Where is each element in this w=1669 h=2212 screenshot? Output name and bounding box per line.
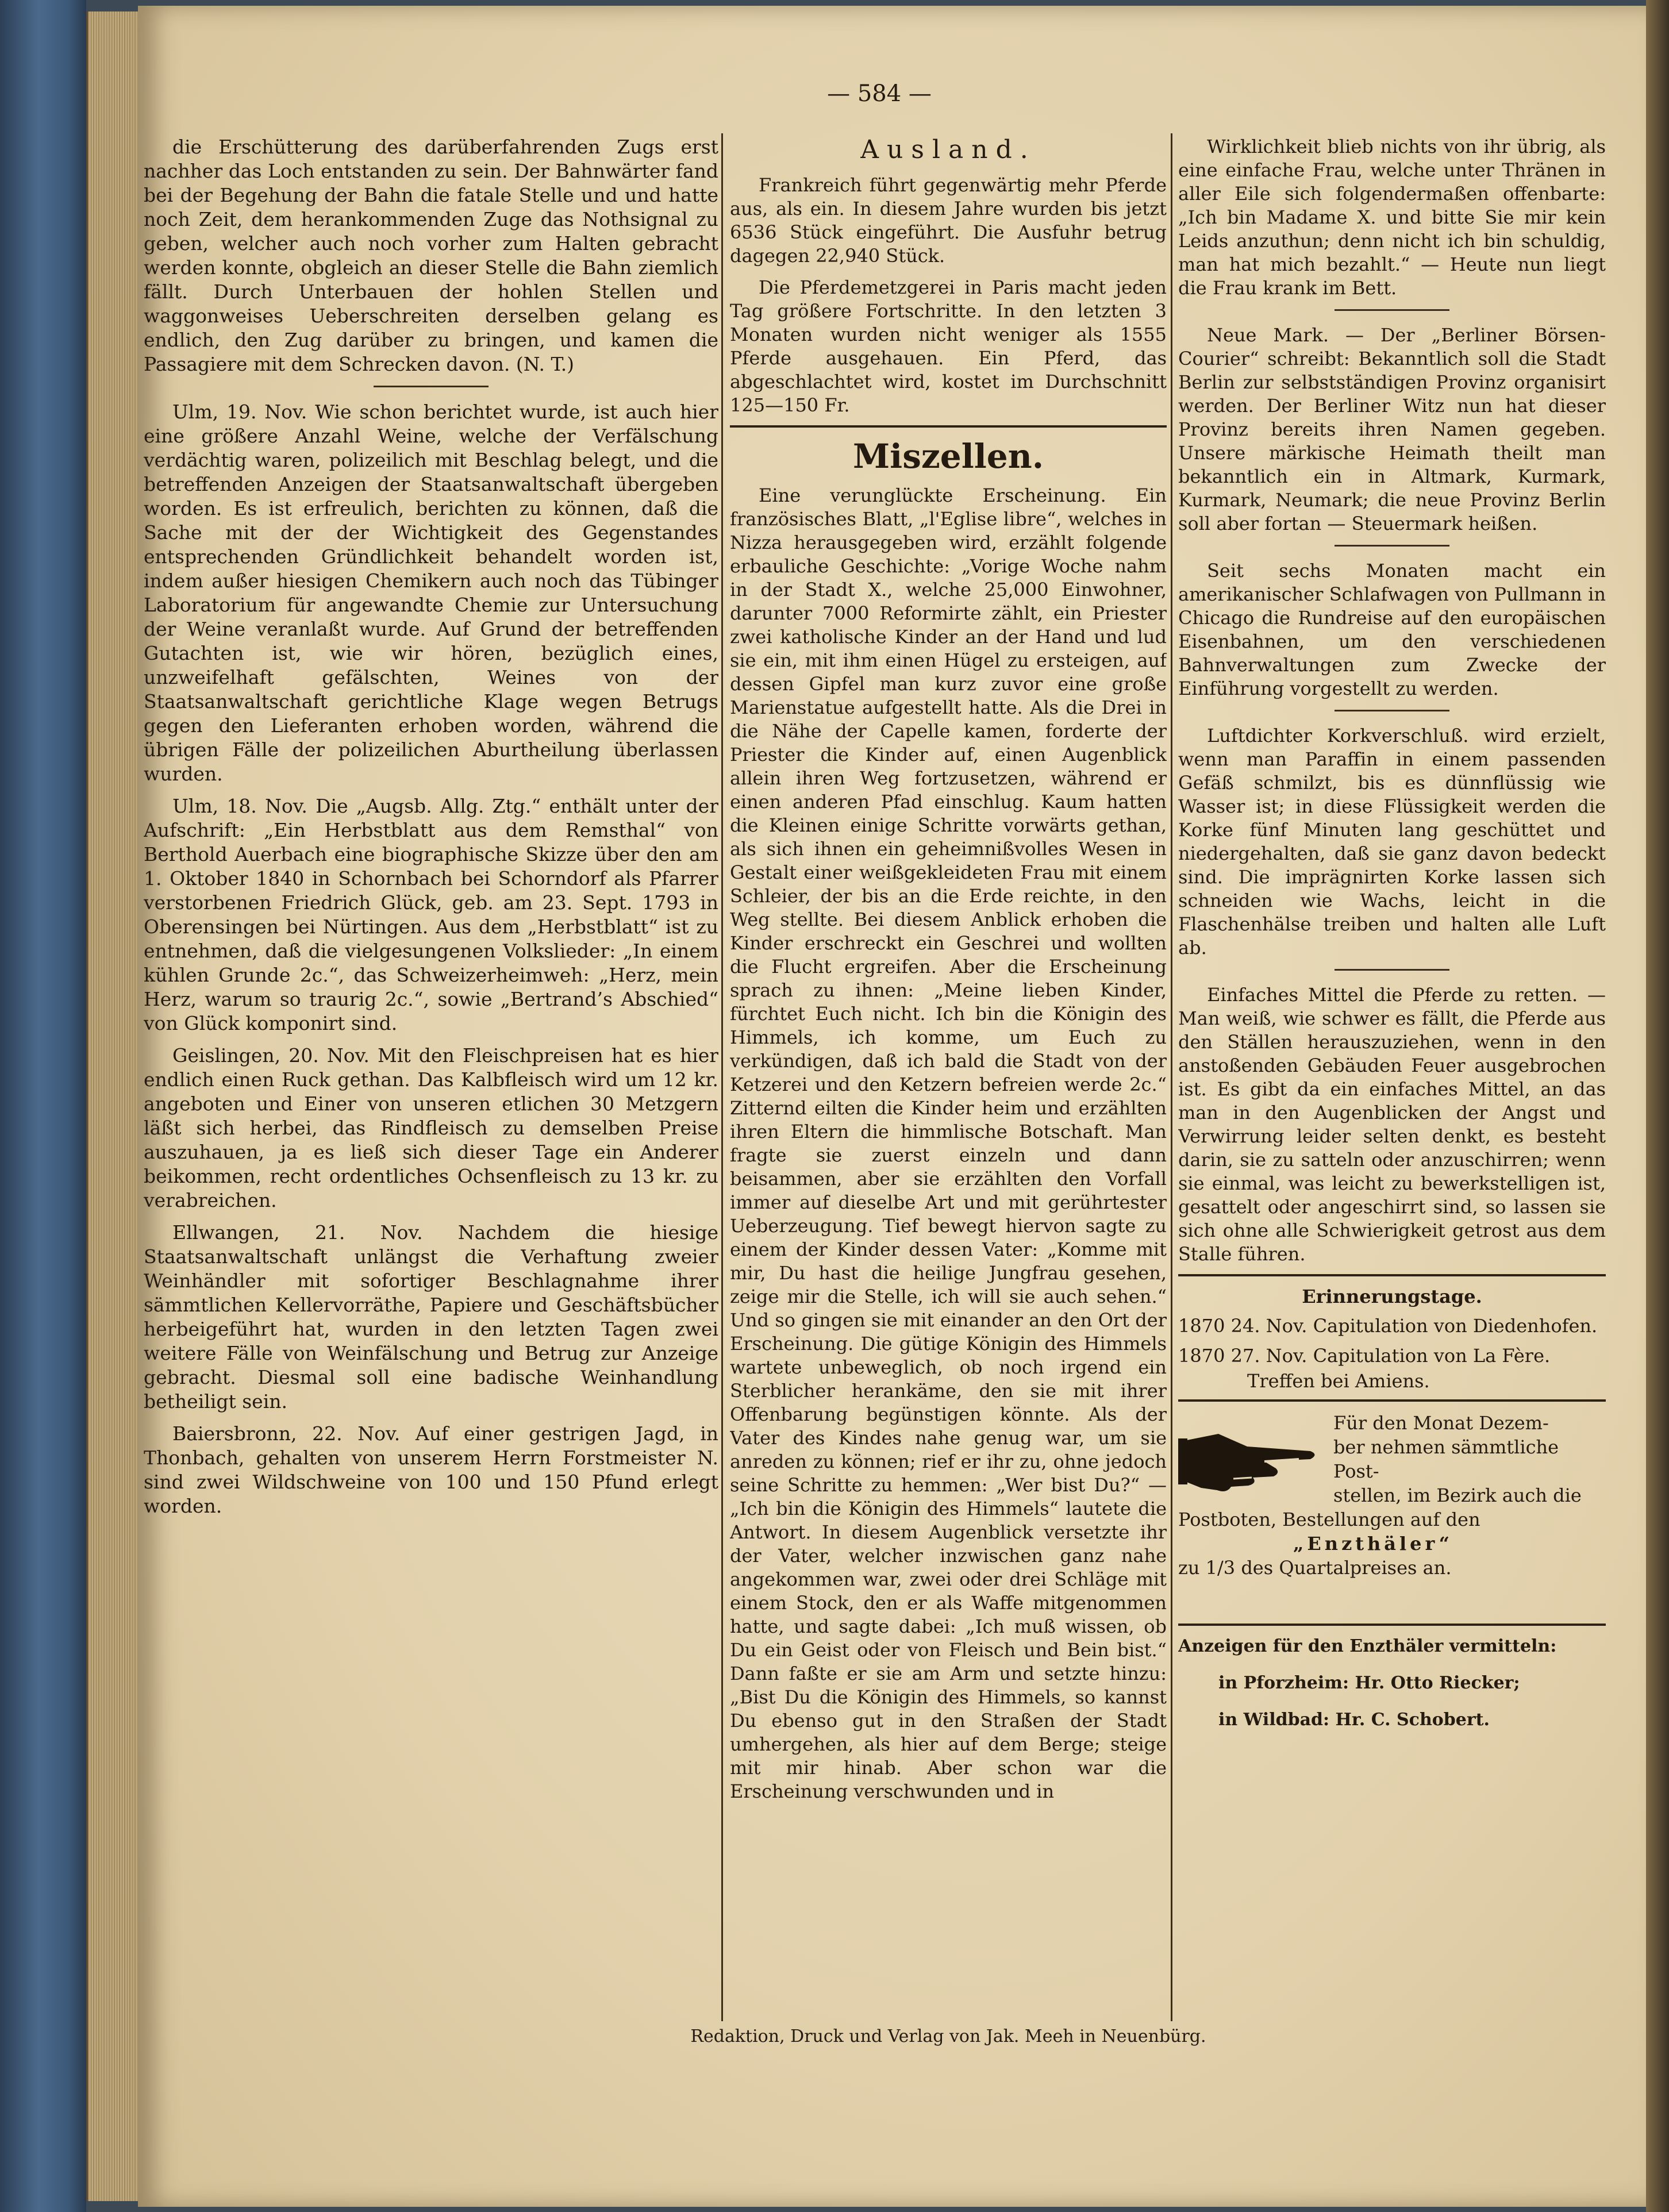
- paragraph-baiersbronn: Baiersbronn, 22. Nov. Auf einer gestrigen Jagd, in Thonbach, gehalten von unserem Herrn Forstmeister N. sind zwei Wildschweine von 100 und 150 Pfund erlegt worden.: [144, 1422, 718, 1517]
- page-number: — 584 —: [827, 80, 932, 107]
- paragraph: die Erschütterung des darüberfahrenden Zugs erst nachher das Loch entstanden zu sein. Der Bahnwärter fand bei der Begehung der Bahn die fatale Stelle und und hatte noch Zeit, dem herankommenden Zuge das Nothsignal zu geben, welcher auch noch vorher zum Halten gebracht werden konnte, obgleich an dieser Stelle die Bahn ziemlich fällt. Durch Unterbauen der hohlen Stellen und waggonweises Ueberschreiten derselben gelang es endlich, den Zug darüber zu bringen, und kamen die Passagiere mit dem Schrecken davon. (N. T.): [144, 136, 718, 375]
- notice-text: [1178, 1411, 1606, 1580]
- article-schlafwagen: [1178, 559, 1606, 701]
- advert-agents: [1178, 1635, 1606, 1732]
- section-rule: [1178, 1399, 1606, 1402]
- column-rule: [721, 133, 723, 2021]
- article-continued: [1178, 135, 1606, 300]
- section-heading-erinnerungstage: Erinnerungstage.: [1302, 1286, 1482, 1307]
- ausland-articles: [730, 174, 1167, 417]
- notice-line: zu 1/3 des Quartalpreises an.: [1178, 1557, 1452, 1579]
- article-pferde: [1178, 983, 1606, 1266]
- paragraph: Neue Mark. — Der „Berliner Börsen-Courier“ schreibt: Bekanntlich soll die Stadt Berlin zur selbstständigen Provinz organisirt werden. Der Berliner Witz nun hat dieser Provinz bereits ihren Namen gegeben. Unsere märkische Heimath theilt man bekanntlich ein in Altmark, Kurmark, Kurmark, Neumark; die neue Provinz Berlin soll aber fortan — Steuermark heißen.: [1178, 324, 1606, 534]
- separator: [1335, 969, 1449, 971]
- notice-line: ber nehmen sämmtliche Post-: [1333, 1436, 1559, 1482]
- subscription-notice: [1178, 1411, 1606, 1618]
- paragraph-ulm-18: Ulm, 18. Nov. Die „Augsb. Allg. Ztg.“ enthält unter der Aufschrift: „Ein Herbstblatt aus dem Remsthal“ von Berthold Auerbach eine biographische Skizze über den am 1. Oktober 1840 in Schornbach bei Schorndorf als Pfarrer verstorbenen Friedrich Glück, geb. am 23. Sept. 1793 in Oberensingen bei Nürtingen. Aus dem „Herbstblatt“ ist zu entnehmen, daß die vielgesungenen Volkslieder: „In einem kühlen Grunde 2c.“, das Schweizerheimweh: „Herz, mein Herz, warum so traurig 2c.“, sowie „Bertrand’s Abschied“ von Glück komponirt sind.: [144, 795, 718, 1034]
- article-group: [144, 400, 718, 1518]
- miszellen-articles: [730, 484, 1167, 1803]
- article-neue-mark: [1178, 324, 1606, 536]
- column-1: [144, 135, 718, 2017]
- paragraph: Seit sechs Monaten macht ein amerikanischer Schlafwagen von Pullmann in Chicago die Rundreise auf den europäischen Eisenbahnen, um den verschiedenen Bahnverwaltungen zum Zwecke der Einführung vorgestellt zu werden.: [1178, 560, 1606, 699]
- paragraph-ulm-19: Ulm, 19. Nov. Wie schon berichtet wurde, ist auch hier eine größere Anzahl Weine, welche der Verfälschung verdächtig waren, polizeilich mit Beschlag belegt, und die betreffenden Anzeigen der Staatsanwaltschaft übergeben worden. Es ist erfreulich, berichten zu können, daß die Sache mit der der Wichtigkeit des Gegenstandes entsprechenden Gründlichkeit behandelt worden ist, indem außer hiesigen Chemikern auch noch das Tübinger Laboratorium für angewandte Chemie zur Untersuchung der Weine veranlaßt wurde. Auf Grund der betreffenden Gutachten ist, wie wir hören, bezüglich eines, unzweifelhaft gefälschten, Weines von der Staatsanwaltschaft gerichtliche Klage wegen Betrugs gegen den Lieferanten erhoben worden, während die übrigen Fälle der polizeilichen Aburtheilung überlassen wurden.: [144, 401, 718, 785]
- page-edges: [86, 11, 140, 2201]
- column-2: [730, 135, 1167, 2017]
- section-rule: [1178, 1624, 1606, 1626]
- separator: [374, 386, 489, 387]
- column-rule: [1171, 133, 1172, 2021]
- notice-line: Postboten, Bestellungen auf den: [1178, 1509, 1480, 1530]
- paragraph: Eine verunglückte Erscheinung. Ein französisches Blatt, „l'Eglise libre“, welches in Nizza herausgegeben wird, erzählt folgende erbauliche Geschichte: „Vorige Woche nahm in der Stadt X., welche 25,000 Einwohner, darunter 7000 Reformirte zählt, ein Priester zwei katholische Kinder an der Hand und lud sie ein, mit ihm einen Hügel zu ersteigen, auf dessen Gipfel man kurz zuvor eine große Marienstatue aufgestellt hatte. Als die Drei in die Nähe der Capelle kamen, forderte der Priester die Kinder auf, einen Augenblick allein ihren Weg fortzusetzen, während er einen anderen Pfad einschlug. Kaum hatten die Kleinen einige Schritte vorwärts gethan, als sich ihnen ein geheimnißvolles Wesen in Gestalt einer weißgekleideten Frau mit einem Schleier, der bis an die Erde reichte, in den Weg stellte. Bei diesem Anblick erhoben die Kinder erschreckt ein Geschrei und wollten die Flucht ergreifen. Aber die Erscheinung sprach zu ihnen: „Meine lieben Kinder, fürchtet Euch nicht. Ich bin die Königin des Himmels, ich komme, um Euch zu verkündigen, daß ich bald die Stadt von der Ketzerei und den Ketzern befreien werde 2c.“ Zitternd eilten die Kinder heim und erzählten ihren Eltern die himmlische Botschaft. Man fragte sie zuerst einzeln und dann beisammen, aber sie erzählten den Vorfall immer auf dieselbe Art und mit gerührtester Ueberzeugung. Tief bewegt hiervon sagte zu einem der Kinder dessen Vater: „Komme mit mir, Du hast die heilige Jungfrau gesehen, zeige mir die Stelle, ich will sie auch sehen.“ Und so gingen sie mit einander an den Ort der Erscheinung. Die gütige Königin des Himmels wartete unbeweglich, ob noch irgend ein Sterblicher herankäme, den sie mit ihrer Offenbarung begünstigen könnte. Als der Vater des Kindes nahe genug war, um sie anreden zu können; rief er ihr zu, ohne jedoch seine Schritte zu hemmen: „Wer bist Du?“ — „Ich bin die Königin des Himmels“ lautete die Antwort. In diesem Augenblick versetzte ihr der Vater, welcher inzwischen ganz nahe angekommen war, zwei oder drei Schläge mit einem Stock, den er als Waffe mitgenommen hatte, und sagte dabei: „Ich muß wissen, ob Du ein Geist oder von Fleisch und Bein bist.“ Dann faßte er sie am Arm und setzte hinzu: „Bist Du die Königin des Himmels, so kannst Du ebenso gut in den Straßen der Stadt umhergehen, als hier auf dem Berge; steige mit mir hinab. Aber schon war die Erscheinung verschwunden und in: [730, 484, 1167, 1802]
- section-heading-miszellen: Miszellen.: [852, 437, 1044, 476]
- article-korkverschluss: [1178, 724, 1606, 960]
- book-binding: [0, 0, 86, 2212]
- imprint-footer: Redaktion, Druck und Verlag von Jak. Meeh in Neuenbürg.: [690, 2026, 1206, 2046]
- section-rule: [730, 425, 1167, 428]
- section-heading-ausland: Ausland.: [860, 135, 1036, 164]
- paragraph-ellwangen: Ellwangen, 21. Nov. Nachdem die hiesige Staatsanwaltschaft unlängst die Verhaftung zweier Weinhändler mit sofortiger Beschlagnahme ihrer sämmtlichen Kellervorräthe, Papiere und Geschäftsbücher herbeigeführt hat, wurden in den letzten Tagen zwei weitere Fälle von Weinfälschung und Betrug zur Anzeige gebracht. Diesmal soll eine badische Weinhandlung betheiligt sein.: [144, 1221, 718, 1413]
- ads-title: Anzeigen für den Enzthäler vermitteln:: [1178, 1636, 1557, 1656]
- right-edge-shadow: [1646, 0, 1669, 2212]
- notice-line-title: „Enzthäler“: [1293, 1533, 1453, 1555]
- ads-line: in Pforzheim: Hr. Otto Riecker;: [1218, 1673, 1520, 1693]
- notice-line: Für den Monat Dezem-: [1333, 1412, 1549, 1434]
- ads-line: in Wildbad: Hr. C. Schobert.: [1218, 1710, 1490, 1730]
- article-continued: [144, 135, 718, 376]
- column-3: [1178, 135, 1606, 2017]
- separator: [1335, 545, 1449, 547]
- event-item: 1870 24. Nov. Capitulation von Diedenhofen.: [1178, 1315, 1598, 1337]
- notice-line: stellen, im Bezirk auch die: [1333, 1484, 1582, 1506]
- paragraph-geislingen: Geislingen, 20. Nov. Mit den Fleischpreisen hat es hier endlich einen Ruck gethan. Das Kalbfleisch wird um 12 kr. angeboten und Einer von unseren etlichen 30 Metzgern läßt sich herbei, das Rindfleisch zu demselben Preise auszuhauen, ja es ließ sich dieser Tage ein Anderer beikommen, recht ordentliches Ochsenfleisch zu 13 kr. zu verabreichen.: [144, 1044, 718, 1211]
- paragraph: Frankreich führt gegenwärtig mehr Pferde aus, als ein. In diesem Jahre wurden bis jetzt 6536 Stück eingeführt. Die Ausfuhr betrug dagegen 22,940 Stück.: [730, 174, 1167, 267]
- paragraph: Wirklichkeit blieb nichts von ihr übrig, als eine einfache Frau, welche unter Thränen in aller Eile sich folgendermaßen offenbarte: „Ich bin Madame X. und bitte Sie mir kein Leids anzuthun; denn nicht ich bin schuldig, man hat mich bezahlt.“ — Heute nun liegt die Frau krank im Bett.: [1178, 136, 1606, 299]
- paragraph: Einfaches Mittel die Pferde zu retten. — Man weiß, wie schwer es fällt, die Pferde aus den Ställen herauszuziehen, wenn in den anstoßenden Gebäuden Feuer ausgebrochen ist. Es gibt da ein einfaches Mittel, an das man in den Augenblicken der Angst und Verwirrung leider selten denkt, es besteht darin, sie zu satteln oder anzuschirren; wenn sie einmal, was leicht zu bewerkstelligen ist, gesattelt oder angeschirrt sind, so lassen sie sich ohne alle Schwierigkeit getrost aus dem Stalle führen.: [1178, 984, 1606, 1265]
- paragraph: Luftdichter Korkverschluß. wird erzielt, wenn man Paraffin in einem passenden Gefäß schmilzt, bis es dünnflüssig wie Wasser ist; in diese Flüssigkeit werden die Korke fünf Minuten lang geschüttet und niedergehalten, daß sie ganz davon bedeckt sind. Die imprägnirten Korke lassen sich schneiden wie Wachs, leicht in die Flaschenhälse treiben und halten alle Luft ab.: [1178, 725, 1606, 959]
- paragraph: Die Pferdemetzgerei in Paris macht jeden Tag größere Fortschritte. In den letzten 3 Monaten wurden nicht weniger als 1555 Pferde ausgehauen. Ein Pferd, das abgeschlachtet wird, kostet im Durchschnitt 125—150 Fr.: [730, 276, 1167, 416]
- section-rule: [1178, 1274, 1606, 1276]
- separator: [1335, 710, 1449, 711]
- event-item: 1870 27. Nov. Capitulation von La Fère. Treffen bei Amiens.: [1178, 1345, 1551, 1392]
- separator: [1335, 309, 1449, 311]
